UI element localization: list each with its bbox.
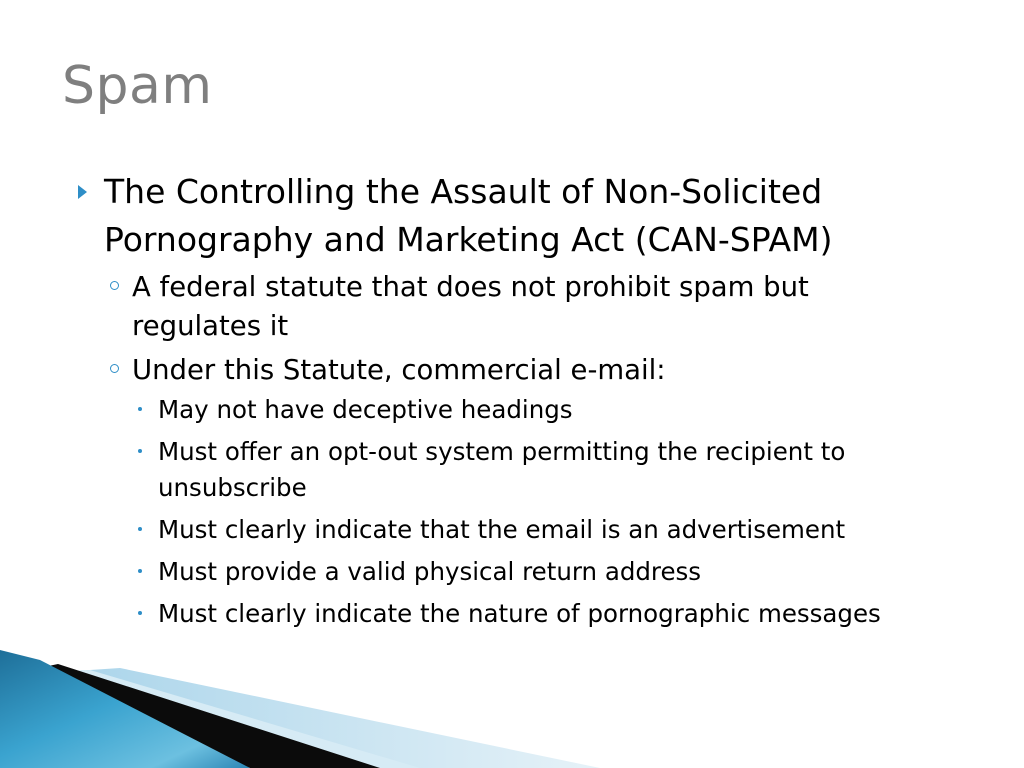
bullet-item-can-spam [104,168,984,632]
dot-bullet-icon [138,569,142,573]
sub-sub-bullet-item [158,554,984,590]
circle-bullet-icon [110,281,119,290]
sub-bullet-text: Under this Statute, commercial e-mail: [132,354,666,386]
sub-bullet-list [132,268,984,632]
bullet-text: The Controlling the Assault of Non-Solicited Pornography and Marketing Act (CAN-SPAM) [104,172,833,259]
slide-title: Spam [62,56,213,116]
sub-sub-bullet-item [158,392,984,428]
dot-bullet-icon [138,449,142,453]
dot-bullet-icon [138,527,142,531]
sub-bullet-item [132,268,984,346]
sub-sub-bullet-list [158,392,984,632]
sub-sub-bullet-item [158,512,984,548]
sub-bullet-item [132,351,984,632]
sub-sub-bullet-text: Must offer an opt-out system permitting the recipient to unsubscribe [158,437,846,502]
sub-bullet-text: A federal statute that does not prohibit spam but regulates it [132,271,809,342]
circle-bullet-icon [110,364,119,373]
sub-sub-bullet-text: Must clearly indicate the nature of pornographic messages [158,599,881,628]
sub-sub-bullet-text: Must provide a valid physical return address [158,557,702,586]
triangle-bullet-icon [78,185,87,199]
sub-sub-bullet-item [158,434,984,506]
bullet-list [104,168,984,638]
dot-bullet-icon [138,407,142,411]
sub-sub-bullet-text: May not have deceptive headings [158,395,573,424]
sub-sub-bullet-item [158,596,984,632]
sub-sub-bullet-text: Must clearly indicate that the email is an advertisement [158,515,846,544]
dot-bullet-icon [138,611,142,615]
